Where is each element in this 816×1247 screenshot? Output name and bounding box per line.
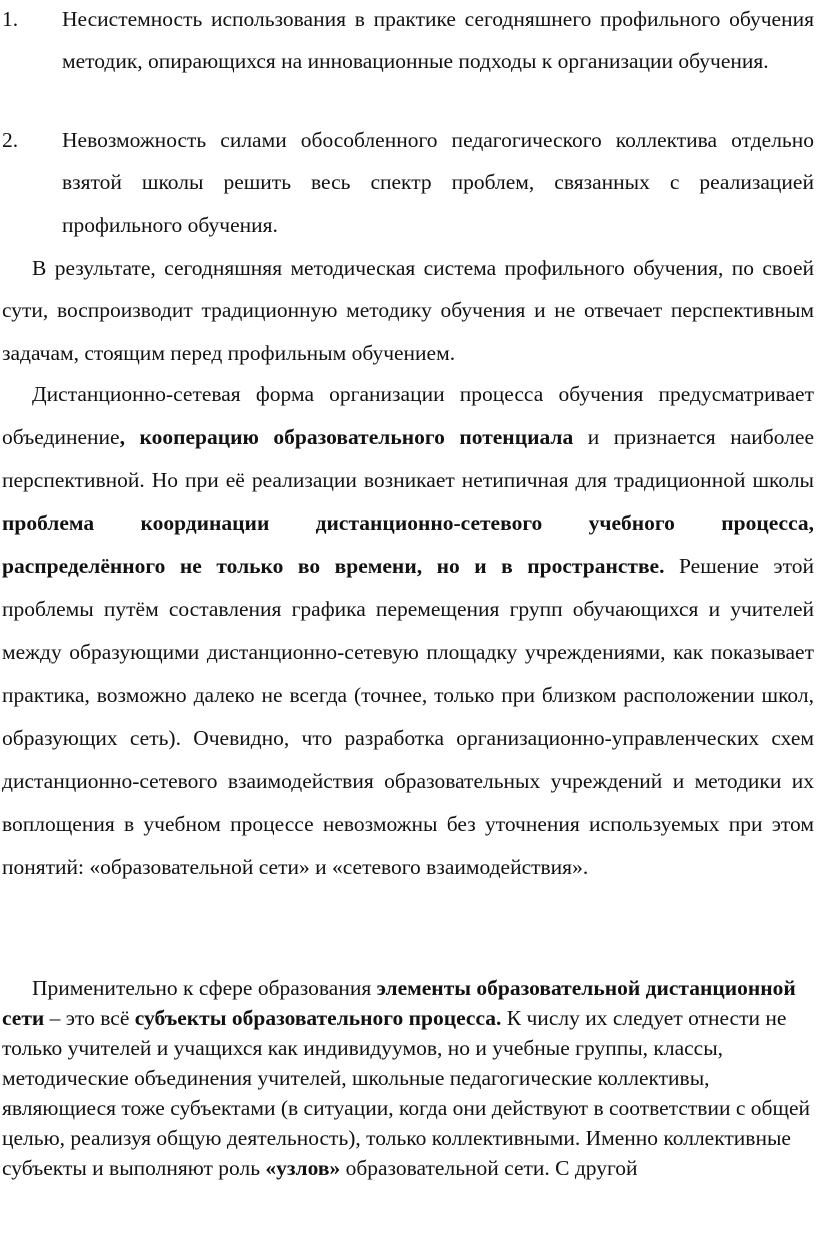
text-segment: образовательной сети. С другой [340, 1156, 638, 1180]
list-item-text: Несистемность использования в практике сегодняшнего профильного обучения методик, опирающихся на инновационные подходы к организации обучения. [62, 7, 814, 74]
list-number: 1. [2, 7, 19, 31]
text-segment: Дистанционно-сетевая форма организации процесса обучения предусматривает объединение [2, 382, 814, 449]
paragraph-network-elements [2, 973, 814, 1183]
text-segment: Решение этой проблемы путём составления графика перемещения групп обучающихся и учителей между образующими дистанционно-сетевую площадку учреждениями, как показывает практика, возможно далеко не всегда (точнее, только при близком расположении школ, образующих сеть). Очевидно, что разработка организационно-управленческих схем дистанционно-сетевого взаимодействия образовательных учреждений и методики их воплощения в учебном процессе невозможны без уточнения используемых при этом понятий: «образовательной сети» и «сетевого взаимодействия». [2, 554, 814, 879]
list-item-text: Невозможность силами обособленного педагогического коллектива отдельно взятой школы решить весь спектр проблем, связанных с реализацией профильного обучения. [62, 128, 814, 237]
text-segment: К числу их следует отнести не только учителей и учащихся как индивидуумов, но и учебные группы, классы, методические объединения учителей, школьные педагогические коллективы, являющиеся тоже субъектами (в ситуации, когда они действуют в соответствии с общей целью, реализуя общую деятельность), только коллективными. Именно коллективные субъекты и выполняют роль [2, 1006, 811, 1180]
bold-segment: элементы образовательной дистанционной сети [2, 976, 796, 1030]
list-item-2 [2, 119, 814, 246]
bold-segment: , кооперацию образовательного потенциала [119, 425, 574, 449]
text-segment: Применительно к сфере образования [32, 976, 377, 1000]
list-item-1 [2, 0, 814, 83]
text-segment: и признается наиболее перспективной. Но при её реализации возникает нетипичная для традиционной школы [2, 425, 814, 492]
bold-segment: субъекты образовательного процесса. [134, 1006, 502, 1030]
paragraph-network-form [2, 373, 814, 889]
list-number: 2. [2, 128, 19, 152]
text-segment: – это всё [44, 1006, 135, 1030]
bold-segment: «узлов» [265, 1156, 341, 1180]
paragraph-result: В результате, сегодняшняя методическая система профильного обучения, по своей сути, воспроизводит традиционную методику обучения и не отвечает перспективным задачам, стоящим перед профильным обучением. [2, 256, 814, 365]
bold-segment: проблема координации дистанционно-сетевого учебного процесса, распределённого не только во времени, но и в пространстве. [2, 511, 814, 578]
